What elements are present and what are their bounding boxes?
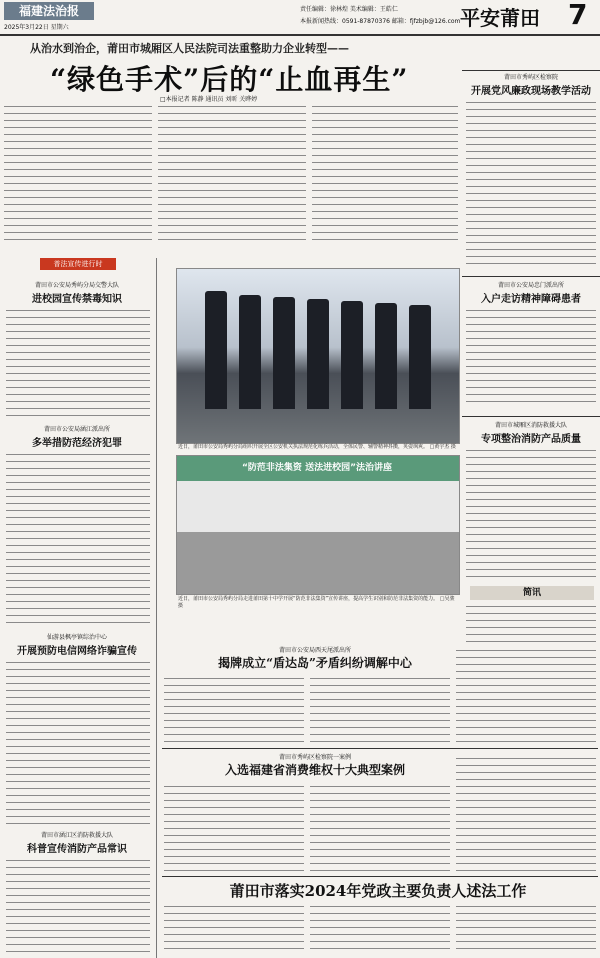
right-body-2 (466, 308, 596, 408)
brief-news-body (466, 604, 596, 644)
middle-body-2b (310, 784, 450, 872)
caption-text: 近日，莆田市公安局秀屿分局走进莆田第十中学开展“防范非法集资”宣传讲座，提高学生识别和防范非法集资的能力。 (178, 596, 439, 602)
right-column (462, 36, 600, 620)
left-headline-3: 开展预防电信网络诈骗宣传 (17, 646, 137, 657)
lead-body-col1 (4, 104, 152, 244)
right-body-1 (466, 100, 596, 270)
page-number: 7 (568, 0, 588, 31)
right-body-3 (466, 448, 596, 578)
officer-figure (205, 291, 227, 409)
photo-credit: □吴骏 摄 (178, 596, 455, 609)
middle-body-1b (310, 676, 450, 744)
editors-line: 责任编辑：徐林煌 美术编辑：王皓仁 (300, 6, 398, 13)
middle-story-2 (170, 752, 460, 778)
page-section-title: 平安莆田 (460, 6, 540, 30)
left-kicker-1: 莆田市公安局秀屿分局交警大队 (34, 282, 119, 289)
middle-kicker-2: 莆田市秀屿区检察院一案例 (278, 754, 351, 761)
officer-figure (375, 303, 397, 409)
column-divider (156, 258, 157, 958)
right-kicker-1: 莆田市秀屿区检察院 (503, 74, 558, 81)
divider (162, 748, 598, 749)
middle-body-1c (456, 648, 596, 744)
middle-body-2c (456, 756, 596, 872)
middle-headline-1: 揭牌成立“盾达岛”矛盾纠纷调解中心 (218, 656, 412, 670)
lead-body-col2 (158, 104, 306, 244)
hotline-line: 本报新闻热线：0591-87870376 邮箱：fjfzbjb@126.com (300, 18, 461, 25)
lead-kicker: 从治水到治企，莆田市城厢区人民法院司法重整助力企业转型—— (30, 42, 349, 55)
left-headline-1: 进校园宣传禁毒知识 (32, 294, 122, 305)
left-body-4 (6, 858, 150, 954)
officer-figure (239, 295, 261, 409)
brief-news-label: 简讯 (470, 586, 594, 600)
left-body-3 (6, 660, 150, 824)
middle-story-1 (170, 645, 460, 671)
officer-figure (307, 299, 329, 409)
right-kicker-3: 莆田市城厢区消防救援大队 (494, 422, 567, 429)
bottom-body-b (310, 904, 450, 954)
middle-kicker-1: 莆田市公安局西天尾派出所 (278, 647, 351, 654)
left-kicker-2: 莆田市公安局涵江派出所 (43, 426, 110, 433)
photo-caption-2 (178, 596, 458, 610)
lead-body-col3 (312, 104, 458, 244)
lead-headline: “绿色手术”后的“止血再生” (50, 63, 409, 96)
caption-text: 近日，莆田市公安局秀屿分局组织开展全区公安机关执法规范化练兵活动，全体民警、辅警精神抖擞，英姿飒爽。 (178, 444, 429, 450)
divider (462, 70, 600, 71)
left-headline-4: 科普宣传消防产品常识 (27, 844, 127, 855)
divider (462, 416, 600, 417)
left-body-1 (6, 308, 150, 420)
officer-figure (341, 301, 363, 409)
middle-body-2a (164, 784, 304, 872)
photo-caption-1 (178, 444, 458, 451)
left-kicker-4: 莆田市涵江区消防救援大队 (40, 832, 113, 839)
right-headline-2: 入户走访精神障碍患者 (481, 294, 581, 305)
bottom-body-c (456, 904, 596, 954)
lecture-photo (176, 455, 460, 595)
bottom-story (156, 880, 600, 901)
newspaper-logo: 福建法治报 (4, 2, 94, 20)
middle-body-1a (164, 676, 304, 744)
bottom-body-a (164, 904, 304, 954)
lead-byline: □本报记者 陈静 通讯员 刘昕 关晔婷 (160, 96, 258, 103)
photo-banner-text: “防范非法集资 送法进校园”法治讲座 (242, 463, 392, 473)
issue-date: 2025年3月22日 星期六 (4, 24, 69, 31)
bottom-headline: 莆田市落实2024年党政主要负责人述法工作 (229, 882, 527, 900)
middle-headline-2: 入选福建省消费维权十大典型案例 (224, 763, 405, 777)
left-body-2 (6, 452, 150, 624)
section-banner: 普法宣传进行时 (40, 258, 116, 270)
right-headline-3: 专项整治消防产品质量 (481, 434, 581, 445)
divider (162, 876, 598, 877)
officer-figure (273, 297, 295, 409)
right-headline-1: 开展党风廉政现场教学活动 (471, 86, 591, 97)
police-formation-photo (176, 268, 460, 444)
right-kicker-2: 莆田市公安局忠门派出所 (497, 282, 564, 289)
left-kicker-3: 仙游县枫亭镇综治中心 (46, 634, 107, 641)
photo-credit: □黄宇杰 摄 (429, 444, 456, 450)
divider (462, 276, 600, 277)
officer-figure (409, 305, 431, 409)
left-headline-2: 多举措防范经济犯罪 (32, 438, 122, 449)
